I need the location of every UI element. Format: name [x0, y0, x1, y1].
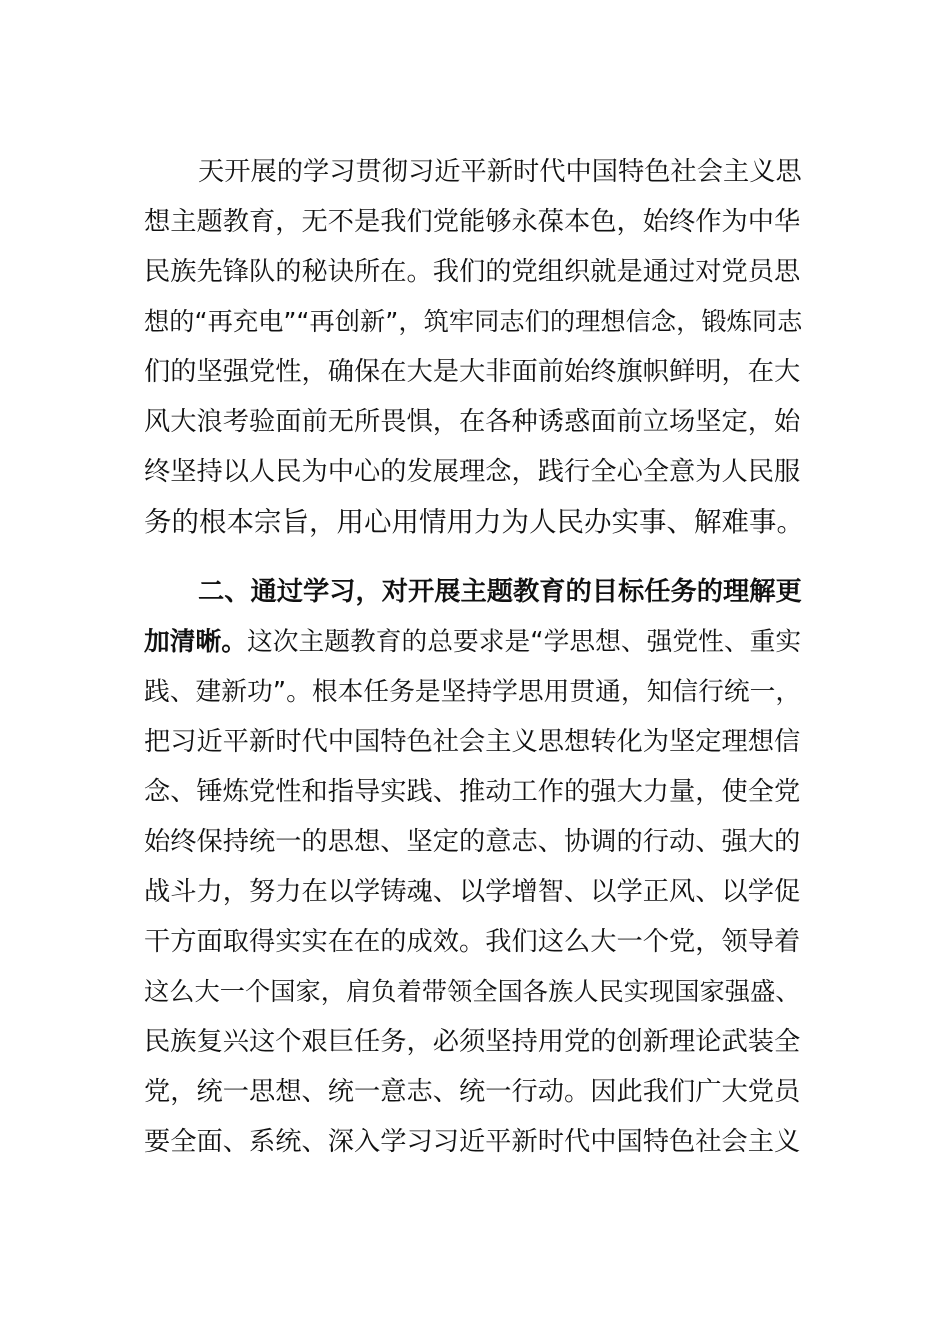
- paragraph-2-line-8: 干方面取得实实在在的成效。我们这么大一个党，领导着: [144, 927, 801, 957]
- paragraph-2-line-6: 始终保持统一的思想、坚定的意志、协调的行动、强大的: [144, 827, 801, 857]
- paragraph-2-line-7: 战斗力，努力在以学铸魂、以学增智、以学正风、以学促: [144, 877, 801, 907]
- section-heading: 二、通过学习，对开展主题教育的目标任务的理解更: [198, 577, 802, 607]
- paragraph-1-line-1: 天开展的学习贯彻习近平新时代中国特色社会主义思: [198, 157, 802, 187]
- paragraph-2-line-2: [144, 616, 804, 668]
- paragraph-2-line-10: 民族复兴这个艰巨任务，必须坚持用党的创新理论武装全: [144, 1027, 801, 1057]
- paragraph-2-line-2-text: 这次主题教育的总要求是“学思想、强党性、重实: [247, 627, 802, 657]
- paragraph-2-line-9: 这么大一个国家，肩负着带领全国各族人民实现国家强盛、: [144, 977, 801, 1006]
- paragraph-1-line-4: 想的“再充电”“再创新”，筑牢同志们的理想信念，锻炼同志: [144, 307, 803, 336]
- section-heading-end: 加清晰。: [144, 627, 247, 657]
- paragraph-2-line-12: 要全面、系统、深入学习习近平新时代中国特色社会主义: [144, 1127, 801, 1157]
- paragraph-1-line-7: 终坚持以人民为中心的发展理念，践行全心全意为人民服: [144, 457, 801, 487]
- paragraph-2-line-3: 践、建新功”。根本任务是坚持学思用贯通，知信行统一，: [144, 677, 802, 707]
- paragraph-1-line-5: 们的坚强党性，确保在大是大非面前始终旗帜鲜明，在大: [144, 357, 801, 387]
- paragraph-1-line-8: 务的根本宗旨，用心用情用力为人民办实事、解难事。: [144, 506, 804, 538]
- paragraph-1-line-3: 民族先锋队的秘诀所在。我们的党组织就是通过对党员思: [144, 257, 801, 287]
- paragraph-1-line-2: 想主题教育，无不是我们党能够永葆本色，始终作为中华: [144, 207, 801, 237]
- paragraph-2-line-4: 把习近平新时代中国特色社会主义思想转化为坚定理想信: [144, 727, 801, 757]
- paragraph-2-line-5: 念、锤炼党性和指导实践、推动工作的强大力量，使全党: [144, 777, 801, 807]
- paragraph-2-line-11: 党，统一思想、统一意志、统一行动。因此我们广大党员: [144, 1077, 801, 1107]
- paragraph-1-line-6: 风大浪考验面前无所畏惧，在各种诱惑面前立场坚定，始: [144, 407, 801, 437]
